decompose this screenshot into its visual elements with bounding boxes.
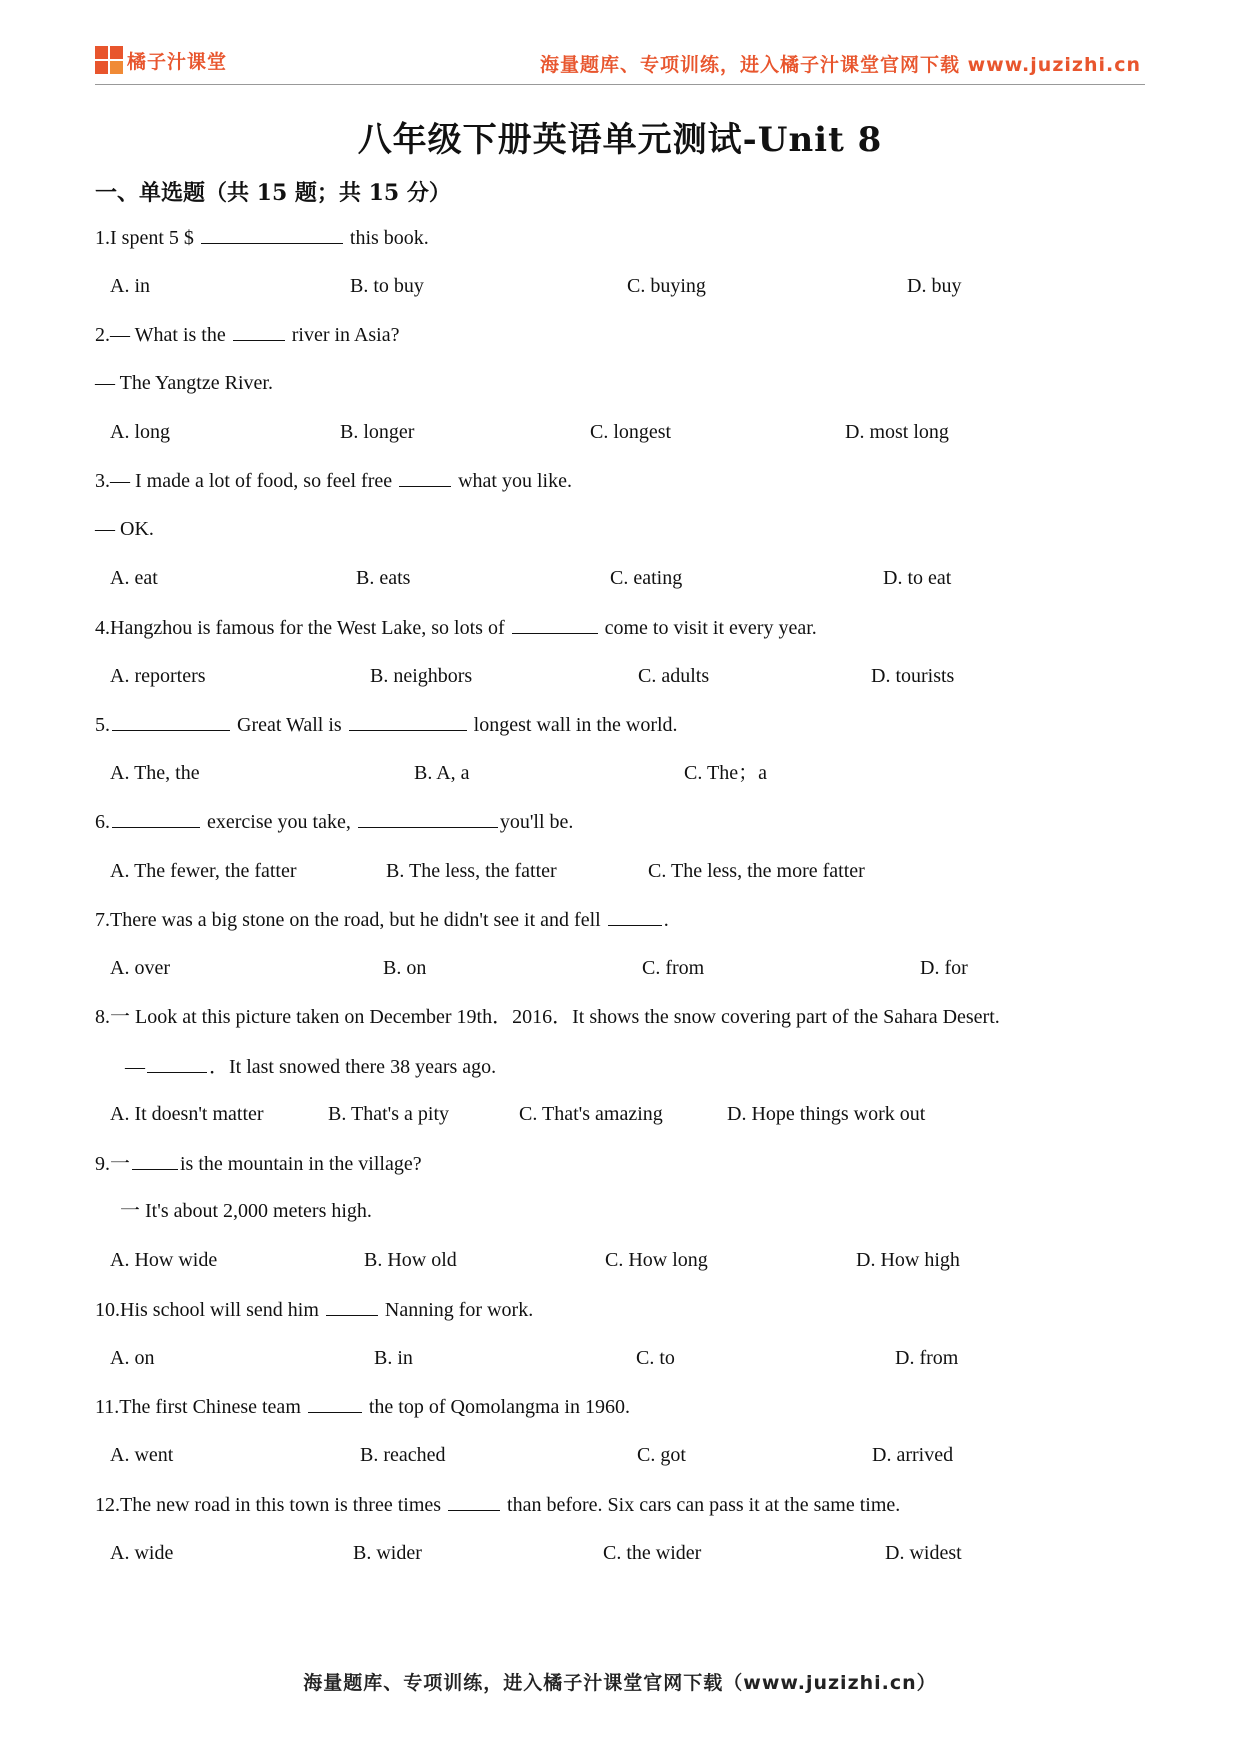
answer-blank — [132, 1149, 178, 1170]
option-a: A. It doesn't matter — [110, 1103, 264, 1125]
option-a: A. wide — [110, 1542, 174, 1564]
page-header — [95, 40, 1145, 85]
question-4: 4.Hangzhou is famous for the West Lake, so lots of come to visit it every year. — [95, 613, 817, 641]
option-a: A. on — [110, 1347, 155, 1369]
answer-blank — [112, 807, 200, 828]
option-c: C. adults — [638, 665, 710, 687]
answer-blank — [448, 1490, 500, 1511]
option-a: A. The, the — [110, 762, 200, 784]
option-b: B. eats — [356, 567, 411, 589]
answer-blank — [512, 613, 598, 634]
option-b: B. on — [383, 957, 427, 979]
option-c: C. the wider — [603, 1542, 702, 1564]
question-10: 10.His school will send him Nanning for work. — [95, 1295, 533, 1323]
option-a: A. How wide — [110, 1249, 218, 1271]
option-d: D. from — [895, 1347, 959, 1369]
question-9: 9.一 is the mountain in the village? — [95, 1149, 422, 1177]
answer-blank — [349, 710, 467, 731]
question-8: 8.一 Look at this picture taken on December 19th．2016．It shows the snow covering part of the Sahara Desert. — [95, 1006, 1000, 1028]
page-title: 八年级下册英语单元测试-Unit 8 — [357, 120, 883, 160]
option-c: C. The less, the more fatter — [648, 860, 865, 882]
option-a: A. long — [110, 421, 170, 443]
question-9-answer: 一 It's about 2,000 meters high. — [120, 1200, 372, 1222]
question-11: 11.The first Chinese team the top of Qomolangma in 1960. — [95, 1392, 630, 1420]
option-a: A. eat — [110, 567, 158, 589]
option-c: C. The；a — [684, 762, 767, 784]
answer-blank — [233, 320, 285, 341]
option-b: B. in — [374, 1347, 413, 1369]
question-3-answer: — OK. — [95, 518, 154, 540]
option-b: B. The less, the fatter — [386, 860, 557, 882]
logo — [95, 46, 227, 74]
option-d: D. buy — [907, 275, 962, 297]
question-7: 7.There was a big stone on the road, but he didn't see it and fell . — [95, 905, 669, 933]
option-b: B. reached — [360, 1444, 446, 1466]
question-8-reply: — ．It last snowed there 38 years ago. — [125, 1052, 496, 1080]
option-c: C. eating — [610, 567, 683, 589]
option-c: C. got — [637, 1444, 686, 1466]
option-c: C. That's amazing — [519, 1103, 663, 1125]
option-c: C. to — [636, 1347, 675, 1369]
option-b: B. wider — [353, 1542, 422, 1564]
question-6: 6. exercise you take, you'll be. — [95, 807, 573, 835]
option-d: D. for — [920, 957, 968, 979]
answer-blank — [147, 1052, 207, 1073]
option-d: D. arrived — [872, 1444, 954, 1466]
option-b: B. to buy — [350, 275, 424, 297]
answer-blank — [201, 223, 343, 244]
option-a: A. reporters — [110, 665, 206, 687]
option-c: C. longest — [590, 421, 672, 443]
option-a: A. over — [110, 957, 170, 979]
answer-blank — [608, 905, 662, 926]
option-d: D. most long — [845, 421, 949, 443]
answer-blank — [358, 807, 498, 828]
header-tagline: 海量题库、专项训练，进入橘子汁课堂官网下载 www.juzizhi.cn — [540, 54, 1141, 76]
option-d: D. to eat — [883, 567, 952, 589]
option-d: D. Hope things work out — [727, 1103, 926, 1125]
answer-blank — [308, 1392, 362, 1413]
option-b: B. That's a pity — [328, 1103, 450, 1125]
option-d: D. widest — [885, 1542, 962, 1564]
option-b: B. neighbors — [370, 665, 473, 687]
answer-blank — [112, 710, 230, 731]
option-a: A. went — [110, 1444, 174, 1466]
question-2-answer: — The Yangtze River. — [95, 372, 273, 394]
option-b: B. How old — [364, 1249, 457, 1271]
option-c: C. from — [642, 957, 705, 979]
option-a: A. The fewer, the fatter — [110, 860, 297, 882]
option-b: B. longer — [340, 421, 415, 443]
answer-blank — [399, 466, 451, 487]
option-d: D. tourists — [871, 665, 955, 687]
question-12: 12.The new road in this town is three times than before. Six cars can pass it at the same time. — [95, 1490, 900, 1518]
option-d: D. How high — [856, 1249, 960, 1271]
logo-icon — [95, 46, 123, 74]
option-a: A. in — [110, 275, 150, 297]
answer-blank — [326, 1295, 378, 1316]
question-1: 1.I spent 5 $ this book. — [95, 223, 429, 251]
logo-text: 橘子汁课堂 — [127, 50, 228, 73]
question-5: 5. Great Wall is longest wall in the world. — [95, 710, 678, 738]
option-b: B. A, a — [414, 762, 470, 784]
option-c: C. How long — [605, 1249, 708, 1271]
page-footer: 海量题库、专项训练，进入橘子汁课堂官网下载（www.juzizhi.cn） — [303, 1672, 937, 1694]
question-3: 3.— I made a lot of food, so feel free what you like. — [95, 466, 572, 494]
option-c: C. buying — [627, 275, 706, 297]
question-2: 2.— What is the river in Asia? — [95, 320, 399, 348]
section-heading: 一、单选题（共 15 题；共 15 分） — [95, 180, 451, 206]
